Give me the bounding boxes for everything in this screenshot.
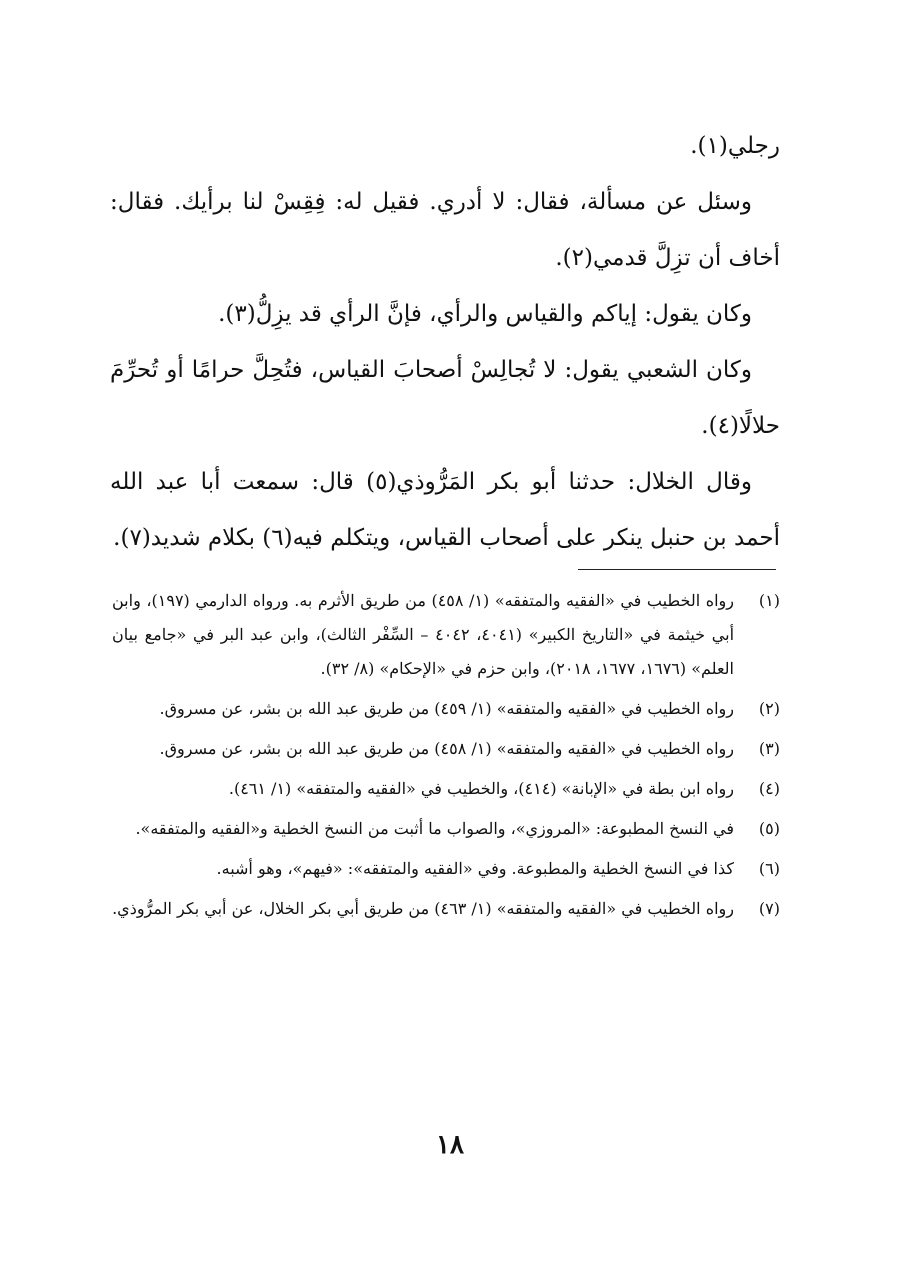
footnote-text: رواه الخطيب في «الفقيه والمتفقه» (١/ ٤٥٨) من طريق عبد الله بن بشر، عن مسروق. <box>159 739 734 758</box>
footnote-2 <box>112 692 780 726</box>
footnote-text: في النسخ المطبوعة: «المروزي»، والصواب ما أثبت من النسخ الخطية و«الفقيه والمتفقه». <box>135 819 734 838</box>
footnote-text: كذا في النسخ الخطية والمطبوعة. وفي «الفقيه والمتفقه»: «فيهم»، وهو أشبه. <box>216 859 734 878</box>
footnote-number: (٤) <box>758 779 780 798</box>
paragraph-1: رجلي(١). <box>690 133 780 159</box>
footnote-number: (٥) <box>758 819 780 838</box>
paragraph-4: وكان الشعبي يقول: لا تُجالِسْ أصحابَ القياس، فتُحِلَّ حرامًا أو تُحرِّمَ حلالًا(٤). <box>110 357 780 439</box>
main-text <box>110 118 780 566</box>
footnote-text: رواه الخطيب في «الفقيه والمتفقه» (١/ ٤٥٩) من طريق عبد الله بن بشر، عن مسروق. <box>159 699 734 718</box>
footnote-3 <box>112 732 780 766</box>
paragraph-5: وقال الخلال: حدثنا أبو بكر المَرُّوذي(٥) قال: سمعت أبا عبد الله أحمد بن حنبل ينكر على أصحاب القياس، ويتكلم فيه(٦) بكلام شديد(٧). <box>110 469 780 551</box>
page-number: ١٨ <box>436 1130 464 1160</box>
footnote-text: رواه الخطيب في «الفقيه والمتفقه» (١/ ٤٦٣) من طريق أبي بكر الخلال، عن أبي بكر المرُّوذي. <box>112 899 734 918</box>
footnotes <box>112 584 780 932</box>
footnote-5 <box>112 812 780 846</box>
footnote-7 <box>112 892 780 926</box>
footnote-text: رواه ابن بطة في «الإبانة» (٤١٤)، والخطيب في «الفقيه والمتفقه» (١/ ٤٦١). <box>228 779 734 798</box>
footnote-6 <box>112 852 780 886</box>
footnote-1 <box>112 584 780 686</box>
footnote-number: (٢) <box>758 699 780 718</box>
footnote-4 <box>112 772 780 806</box>
footnote-number: (٣) <box>758 739 780 758</box>
footnote-number: (٧) <box>758 899 780 918</box>
footnote-divider <box>578 569 776 570</box>
footnote-number: (١) <box>758 591 780 610</box>
paragraph-3: وكان يقول: إياكم والقياس والرأي، فإنَّ الرأي قد يزِلُّ(٣). <box>218 301 752 327</box>
footnote-number: (٦) <box>758 859 780 878</box>
paragraph-2: وسئل عن مسألة، فقال: لا أدري. فقيل له: فِقِسْ لنا برأيك. فقال: أخاف أن تزِلَّ قدمي(٢). <box>110 189 780 271</box>
footnote-text: رواه الخطيب في «الفقيه والمتفقه» (١/ ٤٥٨) من طريق الأثرم به. ورواه الدارمي (١٩٧)، وابن أبي خيثمة في «التاريخ الكبير» (٤٠٤١، ٤٠٤٢ – السِّفْر الثالث)، وابن عبد البر في «جامع بيان العلم» (١٦٧٦، ١٦٧٧، ٢٠١٨)، وابن حزم في «الإحكام» (٨/ ٣٢). <box>112 591 735 678</box>
